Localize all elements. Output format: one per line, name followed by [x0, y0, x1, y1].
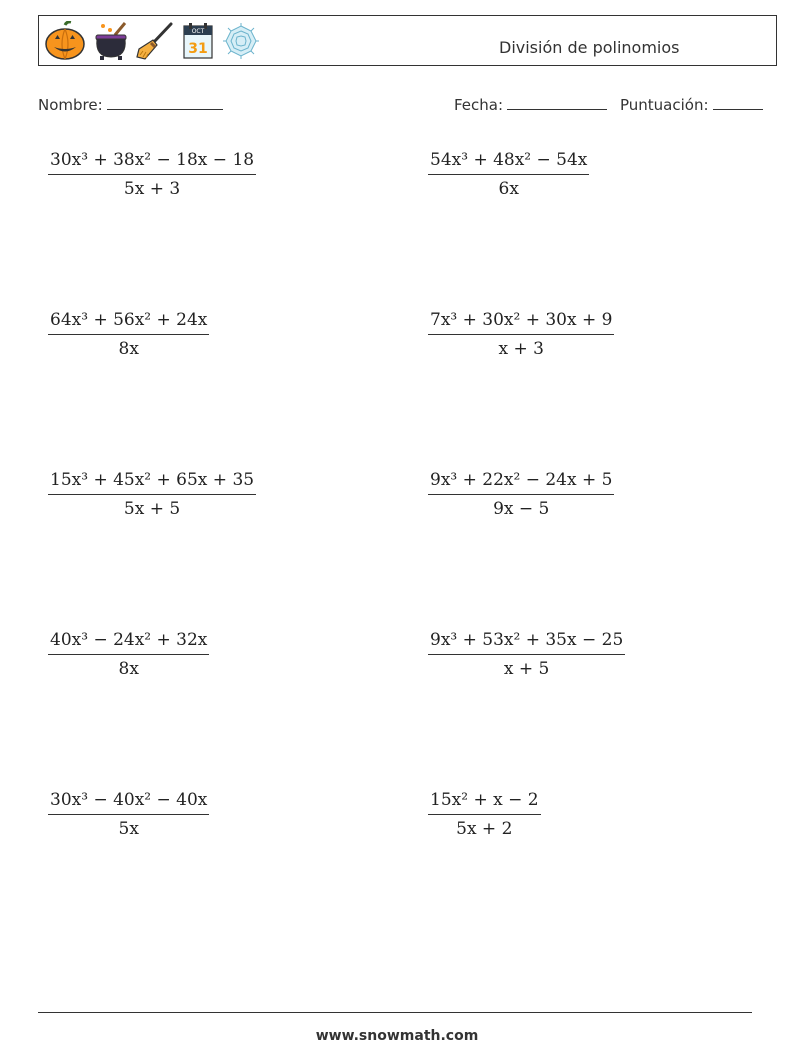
calendar-day: 31 [188, 41, 208, 57]
score-field [620, 95, 763, 114]
problem-3 [48, 310, 209, 359]
numerator: 15x² + x − 2 [430, 790, 539, 810]
problem-6 [428, 470, 614, 519]
broom-icon [135, 21, 175, 61]
name-blank[interactable] [107, 95, 223, 110]
calendar-icon [179, 21, 217, 61]
numerator: 9x³ + 53x² + 35x − 25 [430, 630, 624, 650]
denominator: 8x [118, 659, 139, 679]
denominator: 5x [118, 819, 139, 839]
problem-1 [48, 150, 256, 199]
problem-8 [428, 630, 625, 679]
numerator: 54x³ + 48x² − 54x [430, 150, 588, 170]
date-blank[interactable] [507, 95, 607, 110]
numerator: 30x³ + 38x² − 18x − 18 [50, 150, 255, 170]
footer-site[interactable]: www.snowmath.com [315, 1028, 479, 1044]
footer-divider [38, 1012, 752, 1013]
score-label: Puntuación: [620, 96, 709, 114]
denominator: 5x + 3 [123, 179, 181, 199]
calendar-month: OCT [191, 28, 205, 35]
denominator: 5x + 5 [123, 499, 181, 519]
denominator: 9x − 5 [493, 499, 550, 519]
pumpkin-icon [43, 21, 87, 61]
cauldron-icon [91, 21, 131, 61]
score-blank[interactable] [713, 95, 763, 110]
numerator: 30x³ − 40x² − 40x [50, 790, 208, 810]
problem-5 [48, 470, 256, 519]
problem-9 [48, 790, 209, 839]
name-label: Nombre: [38, 96, 103, 114]
header-box [38, 15, 777, 66]
icon-strip [43, 20, 261, 62]
denominator: 6x [498, 179, 519, 199]
page-title: División de polinomios [499, 38, 680, 57]
problem-4 [428, 310, 614, 359]
numerator: 64x³ + 56x² + 24x [50, 310, 208, 330]
date-field [454, 95, 607, 114]
problem-2 [428, 150, 589, 199]
numerator: 40x³ − 24x² + 32x [50, 630, 208, 650]
numerator: 7x³ + 30x² + 30x + 9 [430, 310, 613, 330]
numerator: 15x³ + 45x² + 65x + 35 [50, 470, 255, 490]
denominator: 8x [118, 339, 139, 359]
denominator: 5x + 2 [456, 819, 513, 839]
name-field [38, 95, 223, 114]
numerator: 9x³ + 22x² − 24x + 5 [430, 470, 613, 490]
problem-10 [428, 790, 541, 839]
denominator: x + 3 [498, 339, 544, 359]
problem-7 [48, 630, 209, 679]
denominator: x + 5 [503, 659, 550, 679]
date-label: Fecha: [454, 96, 504, 114]
spiderweb-icon [221, 21, 261, 61]
